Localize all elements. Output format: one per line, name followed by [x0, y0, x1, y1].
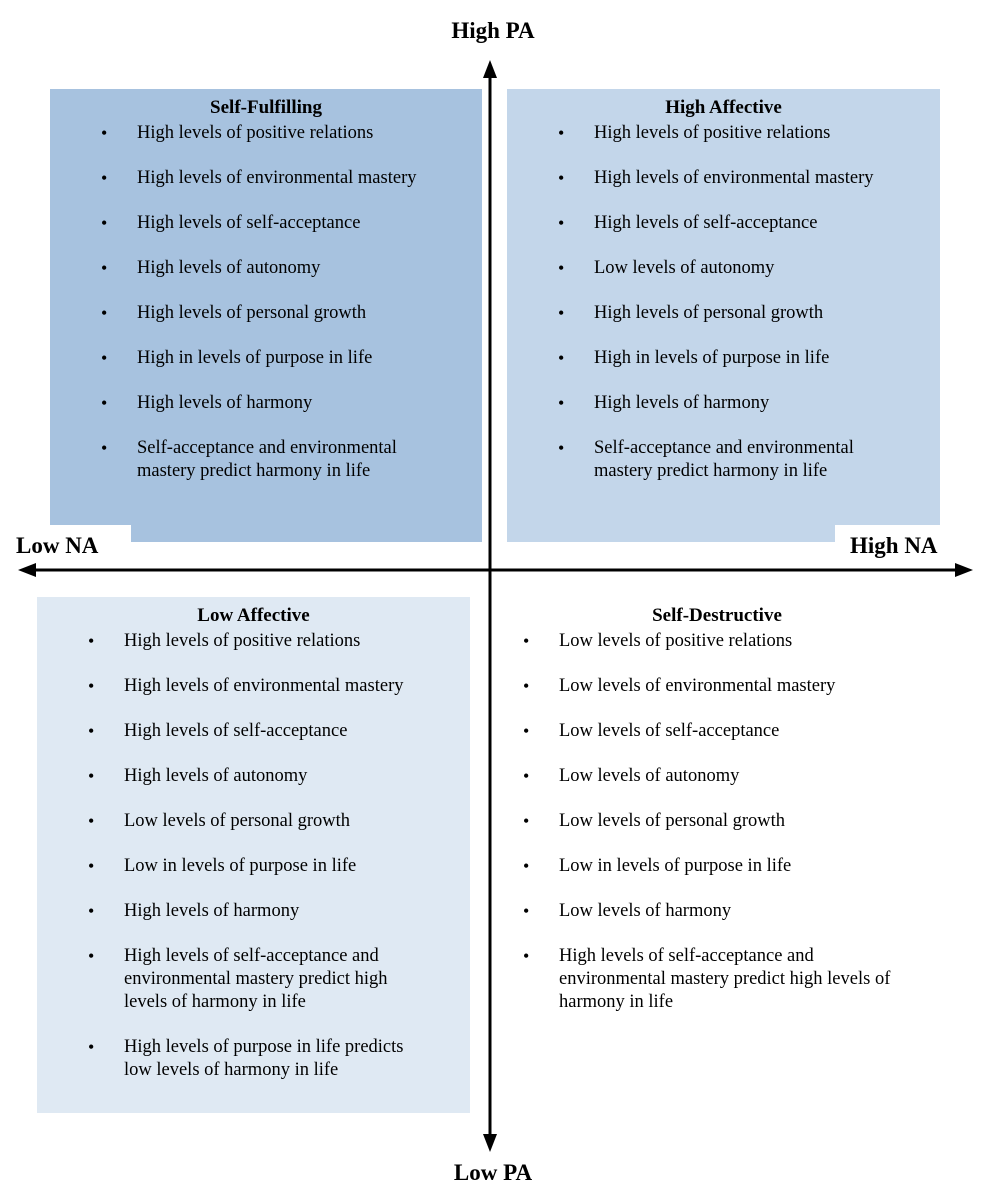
list-item-text: High levels of positive relations	[124, 631, 361, 651]
list-item-text: High in levels of purpose in life	[137, 348, 373, 368]
bullet-icon: •	[88, 766, 95, 786]
axis-label-low-na: Low NA	[16, 533, 99, 558]
bullet-icon: •	[101, 303, 108, 323]
list-item-text: High in levels of purpose in life	[594, 348, 830, 368]
bullet-icon: •	[101, 123, 108, 143]
arrowhead-down	[483, 1134, 497, 1152]
list-item-text: High levels of self-acceptance	[594, 213, 818, 233]
bullet-icon: •	[101, 213, 108, 233]
list-item-text: High levels of personal growth	[137, 303, 367, 323]
bullet-icon: •	[558, 168, 565, 188]
axis-label-high-na: High NA	[850, 533, 938, 558]
bullet-icon: •	[523, 676, 530, 696]
list-item-text: Low levels of environmental mastery	[559, 676, 836, 696]
bullet-icon: •	[88, 946, 95, 966]
list-item-text: Low levels of positive relations	[559, 631, 793, 651]
list-item-text: Self-acceptance and environmental mastery predict harmony in life	[137, 438, 397, 481]
bullet-icon: •	[88, 631, 95, 651]
list-item-text: High levels of self-acceptance and environmental mastery predict high levels of harmony in life	[559, 946, 891, 1012]
list-item-text: High levels of autonomy	[137, 258, 321, 278]
bullet-icon: •	[523, 811, 530, 831]
bullet-icon: •	[558, 258, 565, 278]
bullet-icon: •	[88, 901, 95, 921]
quadrant-title: Self-Fulfilling	[210, 97, 322, 118]
list-item-text: High levels of personal growth	[594, 303, 824, 323]
bullet-icon: •	[101, 258, 108, 278]
bullet-icon: •	[523, 901, 530, 921]
list-item-text: High levels of self-acceptance	[137, 213, 361, 233]
arrowhead-up	[483, 60, 497, 78]
list-item-text: Self-acceptance and environmental mastery predict harmony in life	[594, 438, 854, 481]
list-item-text: High levels of purpose in life predicts low levels of harmony in life	[124, 1037, 404, 1080]
quadrant-title: Low Affective	[197, 605, 310, 626]
bullet-icon: •	[558, 123, 565, 143]
bullet-icon: •	[101, 348, 108, 368]
list-item-text: High levels of environmental mastery	[124, 676, 404, 696]
list-item-text: Low in levels of purpose in life	[124, 856, 357, 876]
list-item-text: Low in levels of purpose in life	[559, 856, 792, 876]
quadrant-title: Self-Destructive	[652, 605, 782, 626]
bullet-icon: •	[88, 1037, 95, 1057]
list-item-text: High levels of positive relations	[594, 123, 831, 143]
list-item-text: High levels of harmony	[594, 393, 770, 413]
list-item-text: Low levels of personal growth	[559, 811, 786, 831]
bullet-icon: •	[558, 213, 565, 233]
bullet-icon: •	[88, 811, 95, 831]
list-item-text: High levels of self-acceptance and environmental mastery predict high levels of harmony in life	[124, 946, 388, 1012]
arrowhead-right	[955, 563, 973, 577]
bullet-icon: •	[523, 721, 530, 741]
bullet-icon: •	[558, 393, 565, 413]
list-item-text: Low levels of self-acceptance	[559, 721, 780, 741]
list-item-text: Low levels of autonomy	[559, 766, 740, 786]
list-item-text: High levels of harmony	[124, 901, 300, 921]
axis-label-low-pa: Low PA	[453, 1160, 533, 1185]
bullet-icon: •	[558, 303, 565, 323]
list-item-text: High levels of positive relations	[137, 123, 374, 143]
arrowhead-left	[18, 563, 36, 577]
list-item-text: High levels of environmental mastery	[137, 168, 417, 188]
list-item-text: Low levels of autonomy	[594, 258, 775, 278]
bullet-icon: •	[523, 631, 530, 651]
bullet-icon: •	[523, 766, 530, 786]
list-item-text: High levels of harmony	[137, 393, 313, 413]
bullet-icon: •	[523, 946, 530, 966]
bullet-icon: •	[88, 721, 95, 741]
bullet-icon: •	[558, 348, 565, 368]
bullet-icon: •	[558, 438, 565, 458]
bullet-icon: •	[101, 168, 108, 188]
bullet-icon: •	[101, 438, 108, 458]
bullet-icon: •	[88, 856, 95, 876]
list-item-text: High levels of self-acceptance	[124, 721, 348, 741]
list-item-text: Low levels of personal growth	[124, 811, 351, 831]
list-item-text: High levels of environmental mastery	[594, 168, 874, 188]
list-item-text: High levels of autonomy	[124, 766, 308, 786]
bullet-icon: •	[523, 856, 530, 876]
bullet-icon: •	[88, 676, 95, 696]
list-item-text: Low levels of harmony	[559, 901, 732, 921]
axis-label-high-pa: High PA	[451, 18, 535, 43]
quadrant-title: High Affective	[665, 97, 782, 118]
bullet-icon: •	[101, 393, 108, 413]
